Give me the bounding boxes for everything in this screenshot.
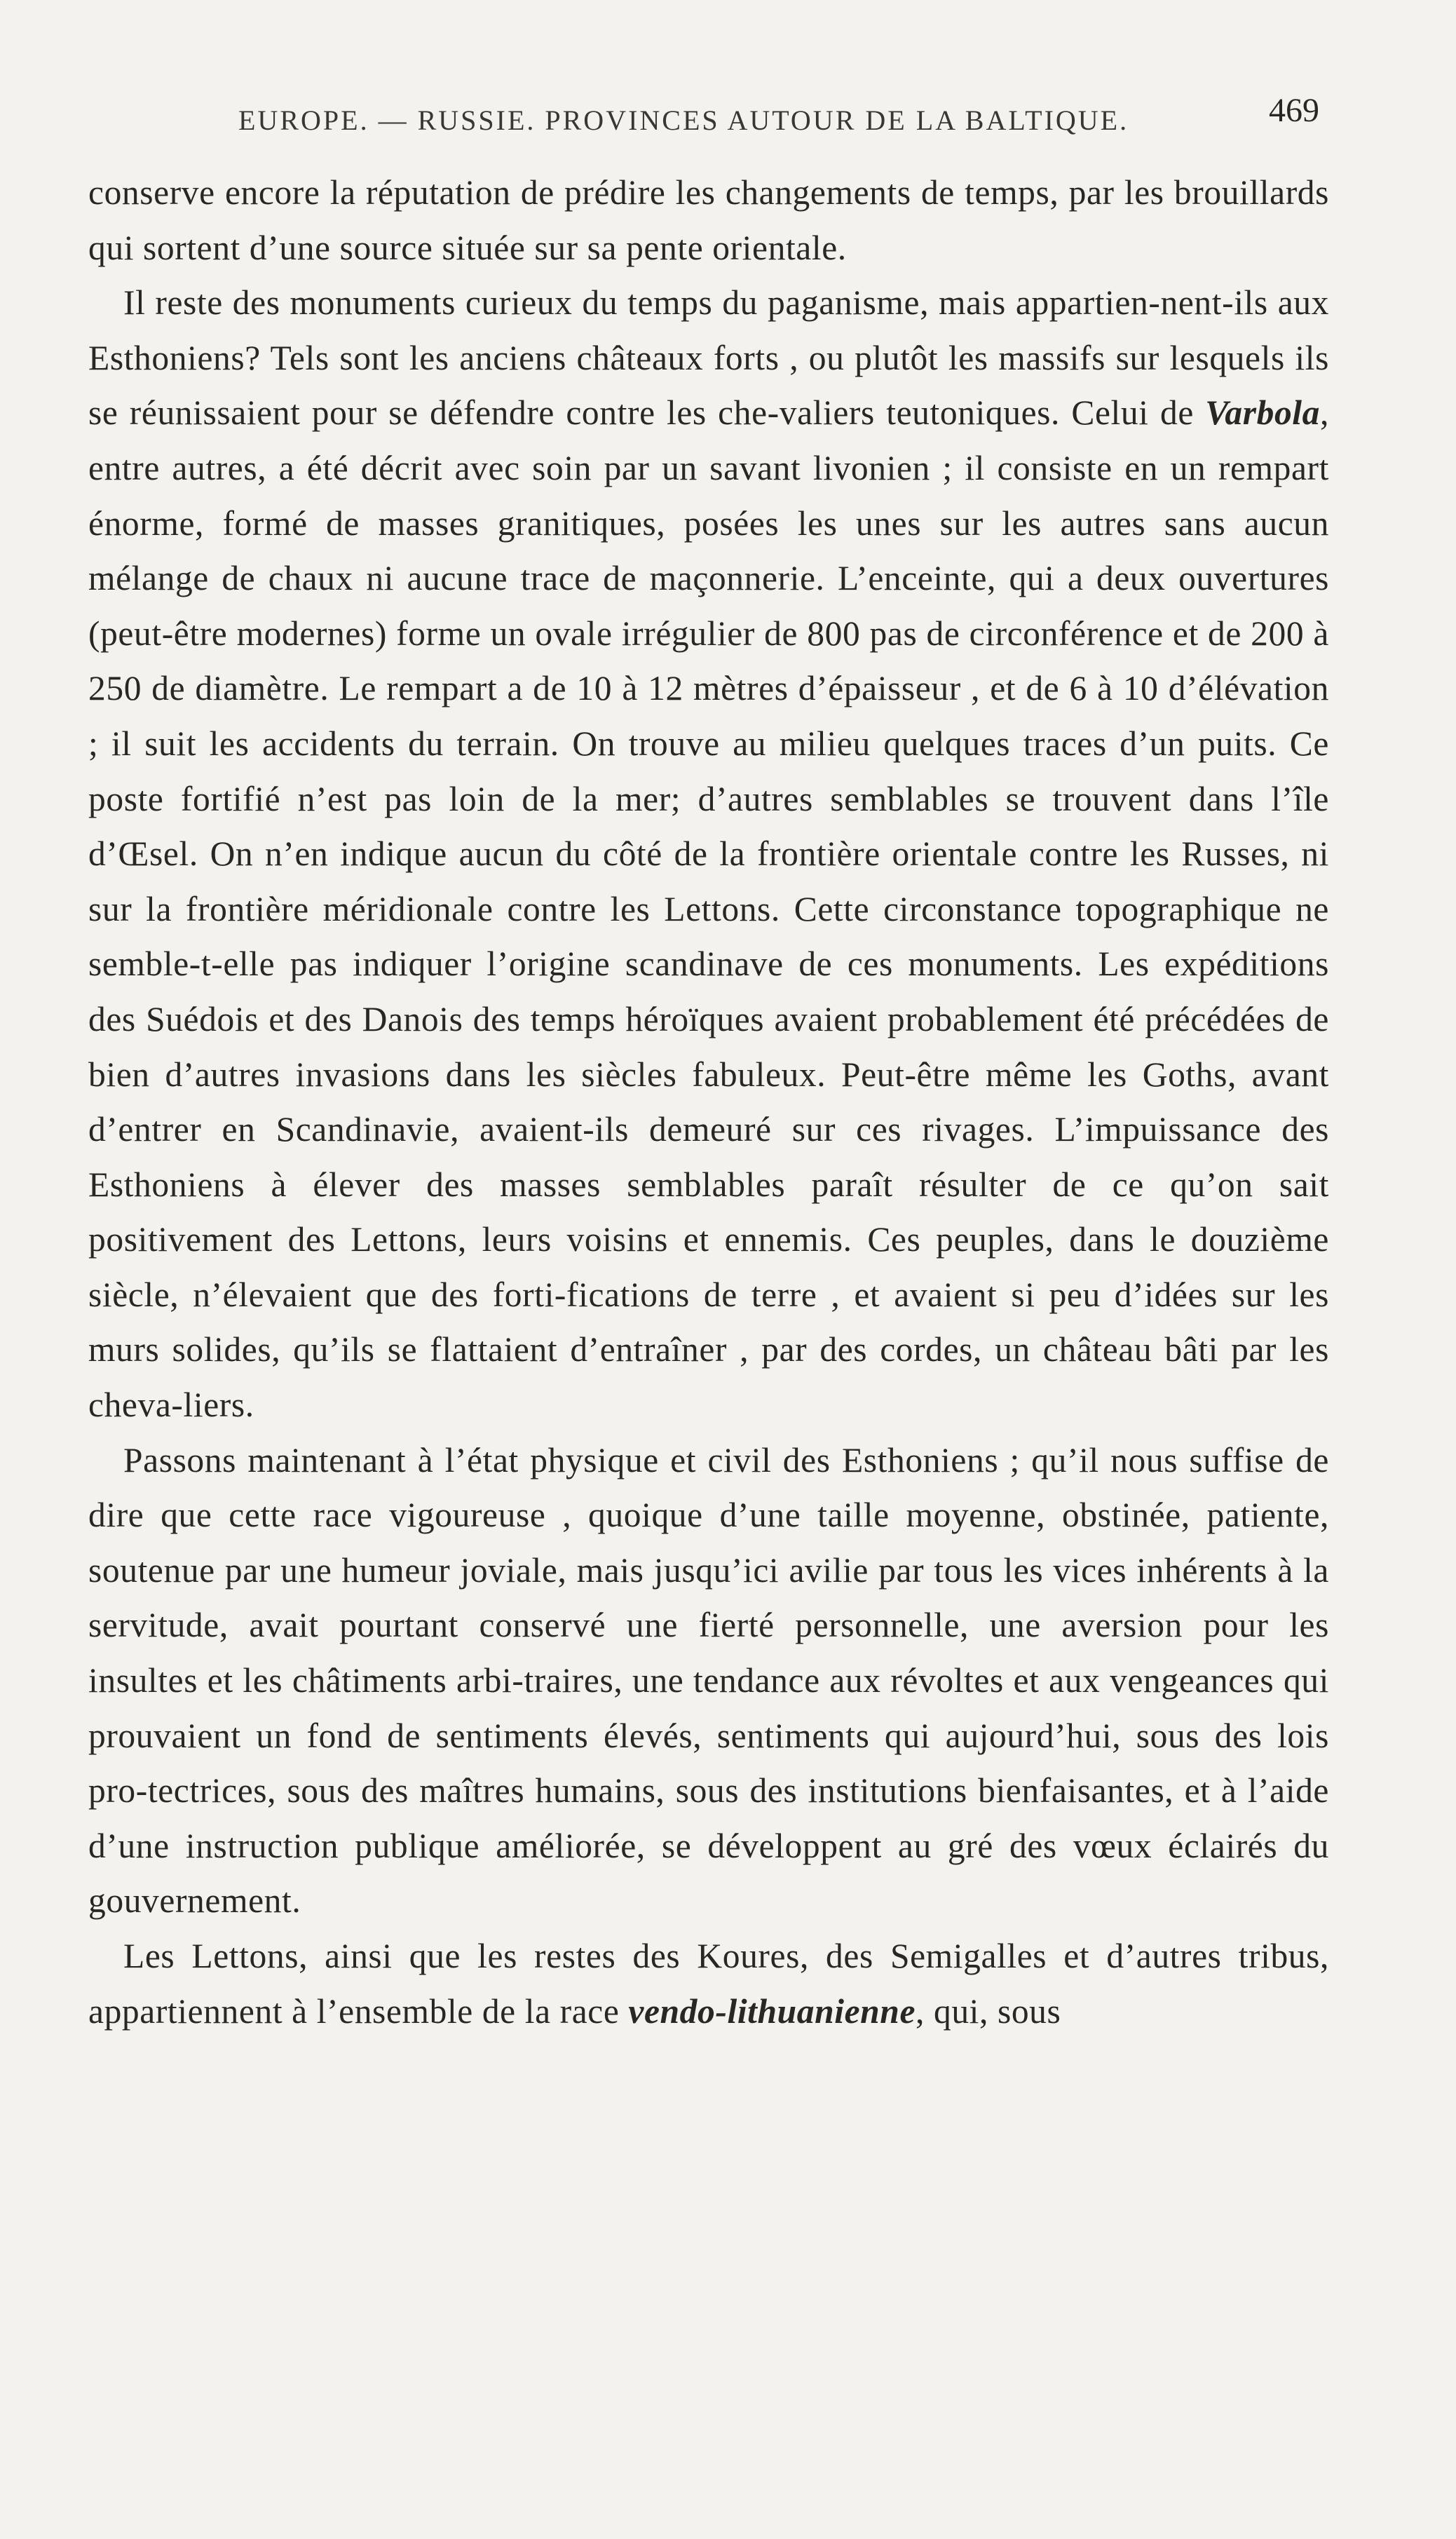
paragraph-1 <box>88 165 1329 276</box>
paragraph-4-text-start: Les Lettons, ainsi que les restes des Koures, des Semigalles et d’autres tribus, appartiennent à l’ensemble de la race <box>88 1937 1329 2031</box>
paragraph-2 <box>88 276 1329 1433</box>
paragraph-1-text: conserve encore la réputation de prédire les changements de temps, par les brouillards qui sortent d’une source située sur sa pente orientale. <box>88 173 1329 267</box>
paragraph-3-text: Passons maintenant à l’état physique et civil des Esthoniens ; qu’il nous suffise de dire que cette race vigoureuse , quoique d’une taille moyenne, obstinée, patiente, soutenue par une humeur joviale, mais jusqu’ici avilie par tous les vices inhérents à la servitude, avait pourtant conservé une fierté personnelle, une aversion pour les insultes et les châtiments arbi-traires, une tendance aux révoltes et aux vengeances qui prouvaient un fond de sentiments élevés, sentiments qui aujourd’hui, sous des lois pro-tectrices, sous des maîtres humains, sous des institutions bienfaisantes, et à l’aide d’une instruction publique améliorée, se développent au gré des vœux éclairés du gouvernement. <box>88 1440 1329 1921</box>
running-head: EUROPE. — RUSSIE. PROVINCES AUTOUR DE LA BALTIQUE. <box>238 104 1129 136</box>
paragraph-3 <box>88 1433 1329 1929</box>
body-text <box>88 165 1329 2039</box>
paragraph-4-text-end: , qui, sous <box>916 1991 1061 2031</box>
paragraph-2-text-end: , entre autres, a été décrit avec soin par un savant livonien ; il consiste en un rempart énorme, formé de masses granitiques, posées les unes sur les autres sans aucun mélange de chaux ni aucune trace de maçonnerie. L’enceinte, qui a deux ouvertures (peut-être modernes) forme un ovale irrégulier de 800 pas de circonférence et de 200 à 250 de diamètre. Le rempart a de 10 à 12 mètres d’épaisseur , et de 6 à 10 d’élévation ; il suit les accidents du terrain. On trouve au milieu quelques traces d’un puits. Ce poste fortifié n’est pas loin de la mer; d’autres semblables se trouvent dans l’île d’Œsel. On n’en indique aucun du côté de la frontière orientale contre les Russes, ni sur la frontière méridionale contre les Lettons. Cette circonstance topographique ne semble-t-elle pas indiquer l’origine scandinave de ces monuments. Les expéditions des Suédois et des Danois des temps héroïques avaient probablement été précédées de bien d’autres invasions dans les siècles fabuleux. Peut-être même les Goths, avant d’entrer en Scandinavie, avaient-ils demeuré sur ces rivages. L’impuissance des Esthoniens à élever des masses semblables paraît résulter de ce qu’on sait positivement des Lettons, leurs voisins et ennemis. Ces peuples, dans le douzième siècle, n’élevaient que des forti-fications de terre , et avaient si peu d’idées sur les murs solides, qu’ils se flattaient d’entraîner , par des cordes, un château bâti par les cheva-liers. <box>88 393 1329 1425</box>
paragraph-2-text-start: Il reste des monuments curieux du temps du paganisme, mais appartien-nent-ils aux Esthoniens? Tels sont les anciens châteaux forts , ou plutôt les massifs sur lesquels ils se réunissaient pour se défendre contre les che-valiers teutoniques. Celui de <box>88 283 1329 433</box>
place-name-varbola: Varbola <box>1205 393 1321 433</box>
paragraph-4 <box>88 1929 1329 2039</box>
page-number: 469 <box>1269 92 1319 129</box>
race-name-emphasis: vendo-lithuanienne <box>628 1991 916 2031</box>
